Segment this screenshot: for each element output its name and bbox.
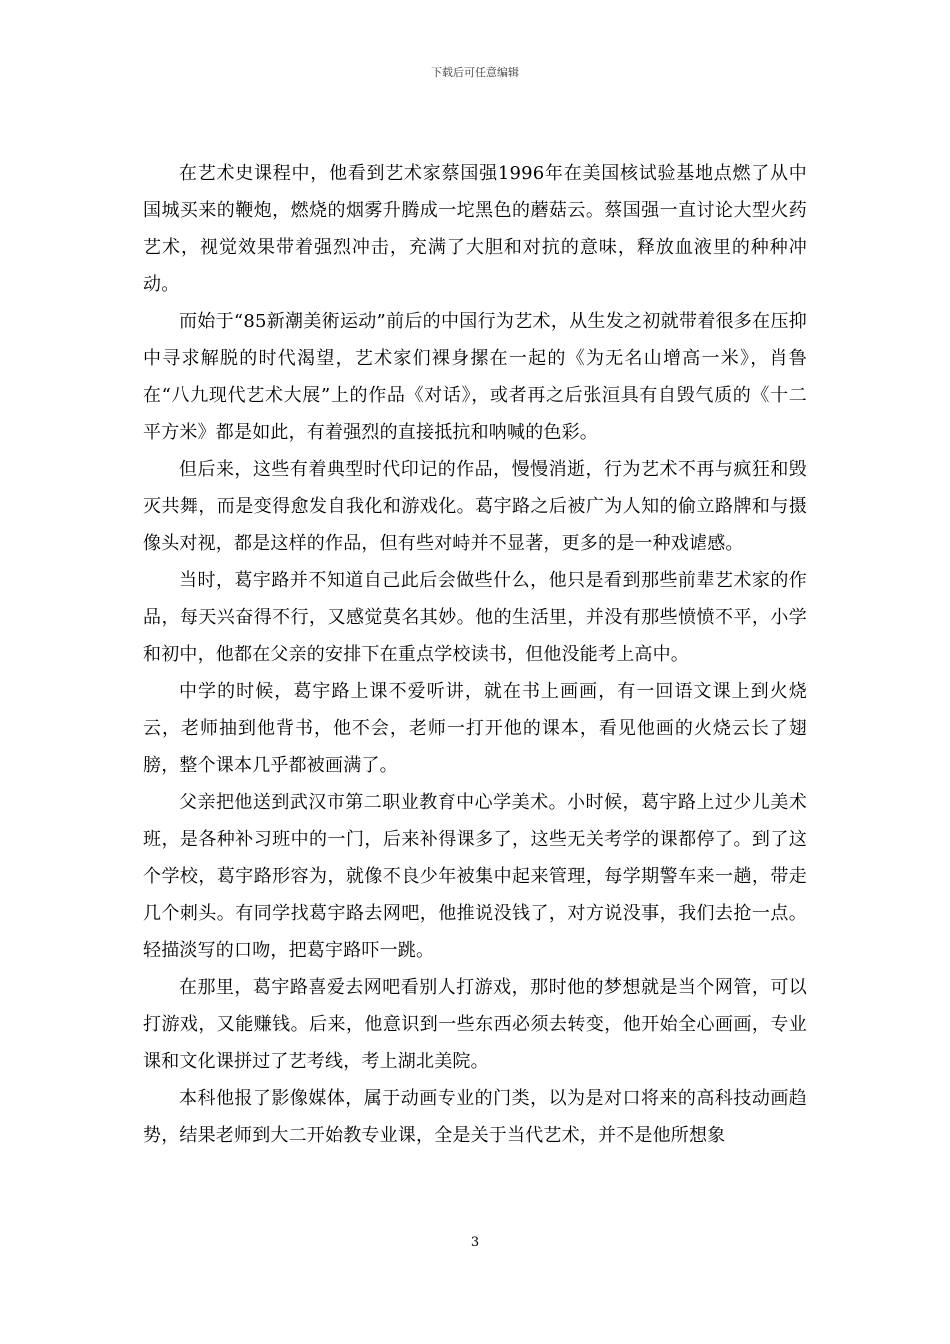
paragraph: 中学的时候，葛宇路上课不爱听讲，就在书上画画，有一回语文课上到火烧云，老师抽到他背书，他不会，老师一打开他的课本，看见他画的火烧云长了翅膀，整个课本几乎都被画满了。 <box>143 681 807 776</box>
paragraph: 在艺术史课程中，他看到艺术家蔡国强1996年在美国核试验基地点燃了从中国城买来的鞭炮，燃烧的烟雾升腾成一坨黑色的蘑菇云。蔡国强一直讨论大型火药艺术，视觉效果带着强烈冲击，充满了大胆和对抗的意味，释放血液里的种种冲动。 <box>143 163 807 295</box>
body-text <box>143 155 807 1154</box>
paragraph: 在那里，葛宇路喜爱去网吧看别人打游戏，那时他的梦想就是当个网管，可以打游戏，又能赚钱。后来，他意识到一些东西必须去转变，他开始全心画画，专业课和文化课拼过了艺考线，考上湖北美院。 <box>143 977 807 1072</box>
paragraph: 本科他报了影像媒体，属于动画专业的门类，以为是对口将来的高科技动画趋势，结果老师到大二开始教专业课，全是关于当代艺术，并不是他所想象 <box>143 1088 807 1146</box>
page-number: 3 <box>470 1235 480 1250</box>
paragraph: 但后来，这些有着典型时代印记的作品，慢慢消逝，行为艺术不再与疯狂和毁灭共舞，而是变得愈发自我化和游戏化。葛宇路之后被广为人知的偷立路牌和与摄像头对视，都是这样的作品，但有些对峙并不显著，更多的是一种戏谑感。 <box>143 459 807 554</box>
paragraph: 而始于“85新潮美術运动”前后的中国行为艺术，从生发之初就带着很多在压抑中寻求解脱的时代渴望，艺术家们裸身摞在一起的《为无名山增高一米》，肖鲁在“八九现代艺术大展”上的作品《对话》，或者再之后张洹具有自毁气质的《十二平方米》都是如此，有着强烈的直接抵抗和呐喊的色彩。 <box>143 311 807 443</box>
paragraph: 当时，葛宇路并不知道自己此后会做些什么，他只是看到那些前辈艺术家的作品，每天兴奋得不行，又感觉莫名其妙。他的生活里，并没有那些愤愤不平，小学和初中，他都在父亲的安排下在重点学校读书，但他没能考上高中。 <box>143 570 807 665</box>
paragraph: 父亲把他送到武汉市第二职业教育中心学美术。小时候，葛宇路上过少儿美术班，是各种补习班中的一门，后来补得课多了，这些无关考学的课都停了。到了这个学校，葛宇路形容为，就像不良少年被集中起来管理，每学期警车来一趟，带走几个刺头。有同学找葛宇路去网吧，他推说没钱了，对方说没事，我们去抢一点。轻描淡写的口吻，把葛宇路吓一跳。 <box>143 792 807 961</box>
page-header: 下载后可任意编辑 <box>431 66 519 79</box>
